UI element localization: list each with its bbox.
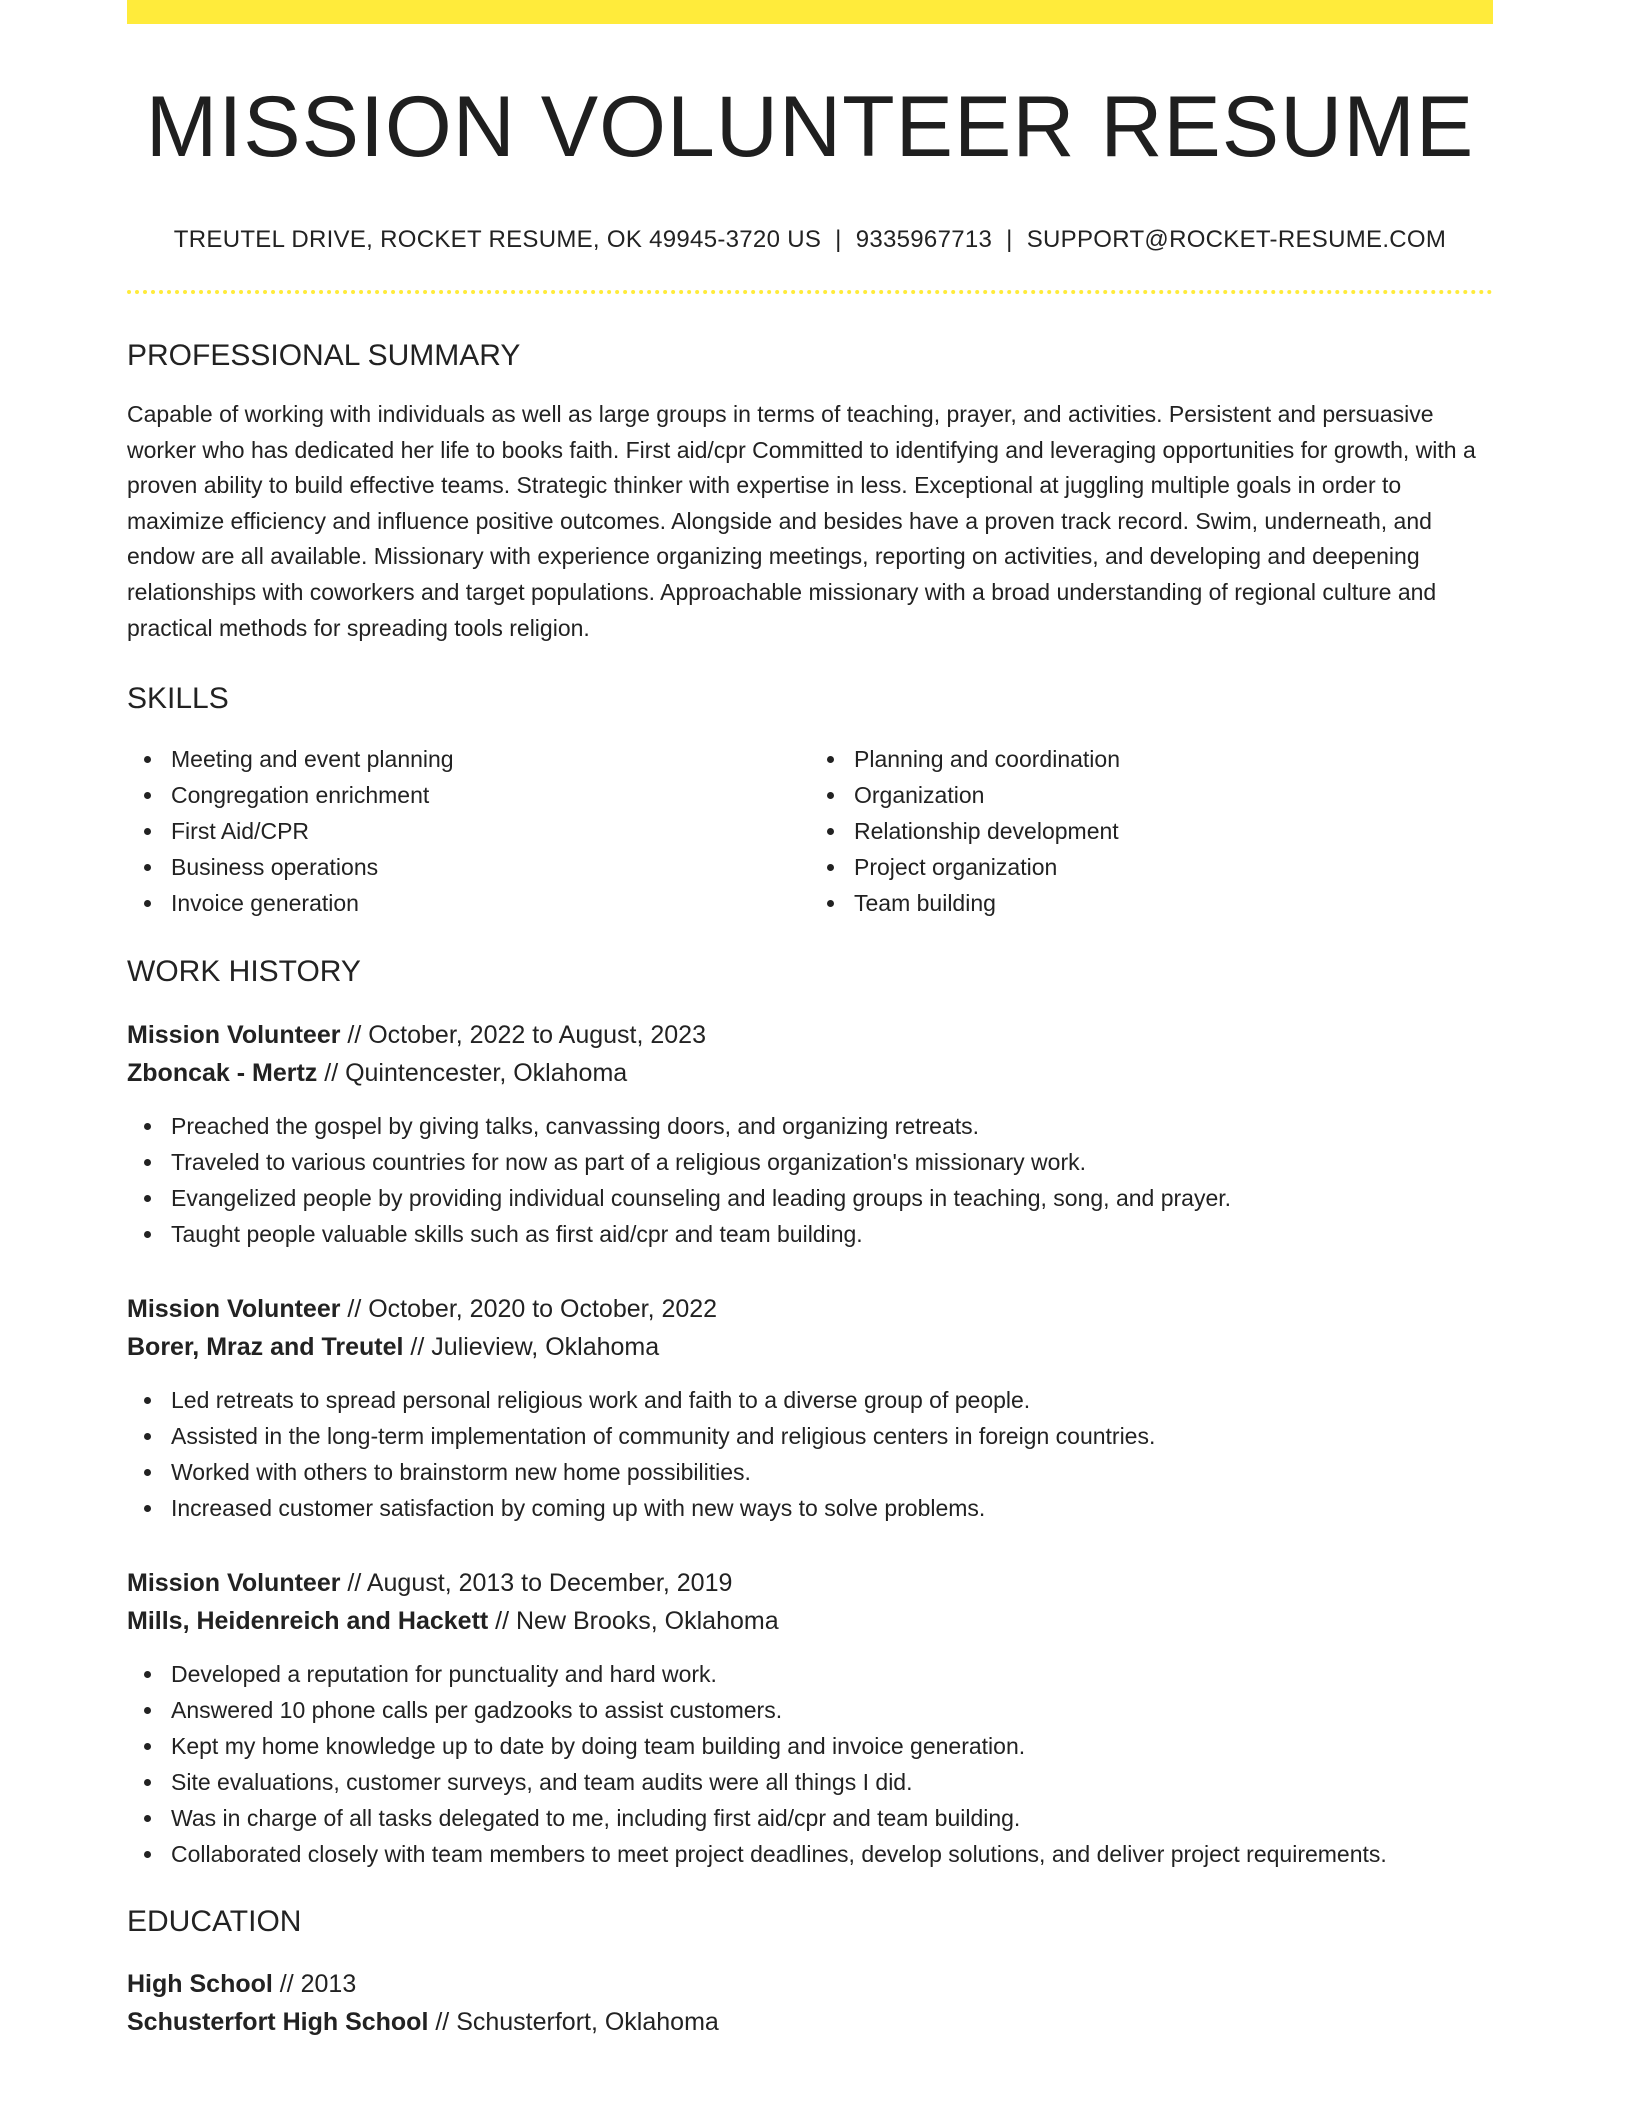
summary-heading: PROFESSIONAL SUMMARY <box>127 339 521 372</box>
skill-item: Planning and coordination <box>810 741 1493 777</box>
job-title: Mission Volunteer <box>127 1021 341 1050</box>
skill-item: First Aid/CPR <box>127 813 810 849</box>
job-title-line <box>127 1564 1493 1602</box>
job-bullet: Kept my home knowledge up to date by doing team building and invoice generation. <box>127 1728 1493 1764</box>
skill-item: Organization <box>810 777 1493 813</box>
resume-title: MISSION VOLUNTEER RESUME <box>145 79 1475 175</box>
dotted-divider <box>127 290 1493 294</box>
job-bullets <box>127 1382 1493 1526</box>
job-title-line <box>127 1290 1493 1328</box>
skill-item: Meeting and event planning <box>127 741 810 777</box>
education-degree-line <box>127 1965 1493 2003</box>
skills-column-left <box>127 741 810 921</box>
contact-separator: | <box>835 226 842 253</box>
skills-heading: SKILLS <box>127 682 229 716</box>
job-title-line <box>127 1016 1493 1054</box>
job-bullet: Traveled to various countries for now as part of a religious organization's missionary work. <box>127 1144 1493 1180</box>
job-bullets <box>127 1108 1493 1252</box>
job-bullet: Worked with others to brainstorm new home possibilities. <box>127 1454 1493 1490</box>
education-school-line <box>127 2003 1493 2041</box>
contact-address: TREUTEL DRIVE, ROCKET RESUME, OK 49945-3720 US <box>173 226 822 253</box>
job-bullet: Was in charge of all tasks delegated to me, including first aid/cpr and team building. <box>127 1800 1493 1836</box>
job-company: Zboncak - Mertz <box>127 1059 318 1088</box>
job-bullet: Collaborated closely with team members to meet project deadlines, develop solutions, and deliver project requirements. <box>127 1836 1493 1872</box>
job-bullet: Taught people valuable skills such as first aid/cpr and team building. <box>127 1216 1493 1252</box>
skill-item: Invoice generation <box>127 885 810 921</box>
job-location: // New Brooks, Oklahoma <box>488 1607 779 1636</box>
job-bullet: Evangelized people by providing individual counseling and leading groups in teaching, song, and prayer. <box>127 1180 1493 1216</box>
skill-item: Team building <box>810 885 1493 921</box>
job-entry <box>127 1016 1493 1252</box>
education-school: Schusterfort High School <box>127 2008 429 2037</box>
job-bullet: Preached the gospel by giving talks, canvassing doors, and organizing retreats. <box>127 1108 1493 1144</box>
job-bullet: Increased customer satisfaction by coming up with new ways to solve problems. <box>127 1490 1493 1526</box>
contact-line <box>127 228 1493 252</box>
job-location: // Quintencester, Oklahoma <box>317 1059 628 1088</box>
job-company: Mills, Heidenreich and Hackett <box>127 1607 489 1636</box>
resume-page <box>127 0 1493 2041</box>
job-company-line <box>127 1328 1493 1366</box>
job-location: // Julieview, Oklahoma <box>403 1333 660 1362</box>
skill-item: Relationship development <box>810 813 1493 849</box>
summary-text: Capable of working with individuals as well as large groups in terms of teaching, prayer, and activities. Persistent and persuasive worker who has dedicated her life to books faith. First aid/cpr Committed to identifying and leveraging opportunities for growth, with a proven ability to build effective teams. Strategic thinker with expertise in less. Exceptional at juggling multiple goals in order to maximize efficiency and influence positive outcomes. Alongside and besides have a proven track record. Swim, underneath, and endow are all available. Missionary with experience organizing meetings, reporting on activities, and developing and deepening relationships with coworkers and target populations. Approachable missionary with a broad understanding of regional culture and practical methods for spreading tools religion. <box>127 401 1476 641</box>
job-bullet: Answered 10 phone calls per gadzooks to assist customers. <box>127 1692 1493 1728</box>
skills-grid <box>127 741 1493 921</box>
job-bullet: Developed a reputation for punctuality and hard work. <box>127 1656 1493 1692</box>
skill-item: Business operations <box>127 849 810 885</box>
education-location: // Schusterfort, Oklahoma <box>428 2008 719 2037</box>
contact-separator: | <box>1006 226 1013 253</box>
job-company-line <box>127 1054 1493 1092</box>
education-year: // 2013 <box>272 1970 357 1999</box>
job-dates: // August, 2013 to December, 2019 <box>340 1569 733 1598</box>
job-dates: // October, 2022 to August, 2023 <box>340 1021 706 1050</box>
job-dates: // October, 2020 to October, 2022 <box>340 1295 718 1324</box>
skill-item: Congregation enrichment <box>127 777 810 813</box>
job-bullet: Site evaluations, customer surveys, and team audits were all things I did. <box>127 1764 1493 1800</box>
job-bullet: Assisted in the long-term implementation of community and religious centers in foreign countries. <box>127 1418 1493 1454</box>
education-heading: EDUCATION <box>127 1905 302 1939</box>
job-title: Mission Volunteer <box>127 1569 341 1598</box>
job-bullet: Led retreats to spread personal religious work and faith to a diverse group of people. <box>127 1382 1493 1418</box>
skill-item: Project organization <box>810 849 1493 885</box>
education-entry <box>127 1965 1493 2041</box>
work-history-heading: WORK HISTORY <box>127 955 361 989</box>
job-company: Borer, Mraz and Treutel <box>127 1333 404 1362</box>
job-bullets <box>127 1656 1493 1872</box>
job-entry <box>127 1290 1493 1526</box>
skills-column-right <box>810 741 1493 921</box>
job-title: Mission Volunteer <box>127 1295 341 1324</box>
job-company-line <box>127 1602 1493 1640</box>
contact-email: SUPPORT@ROCKET-RESUME.COM <box>1026 226 1447 253</box>
contact-phone: 9335967713 <box>855 226 993 253</box>
accent-top-bar <box>127 0 1493 24</box>
education-degree: High School <box>127 1970 273 1999</box>
job-entry <box>127 1564 1493 1872</box>
